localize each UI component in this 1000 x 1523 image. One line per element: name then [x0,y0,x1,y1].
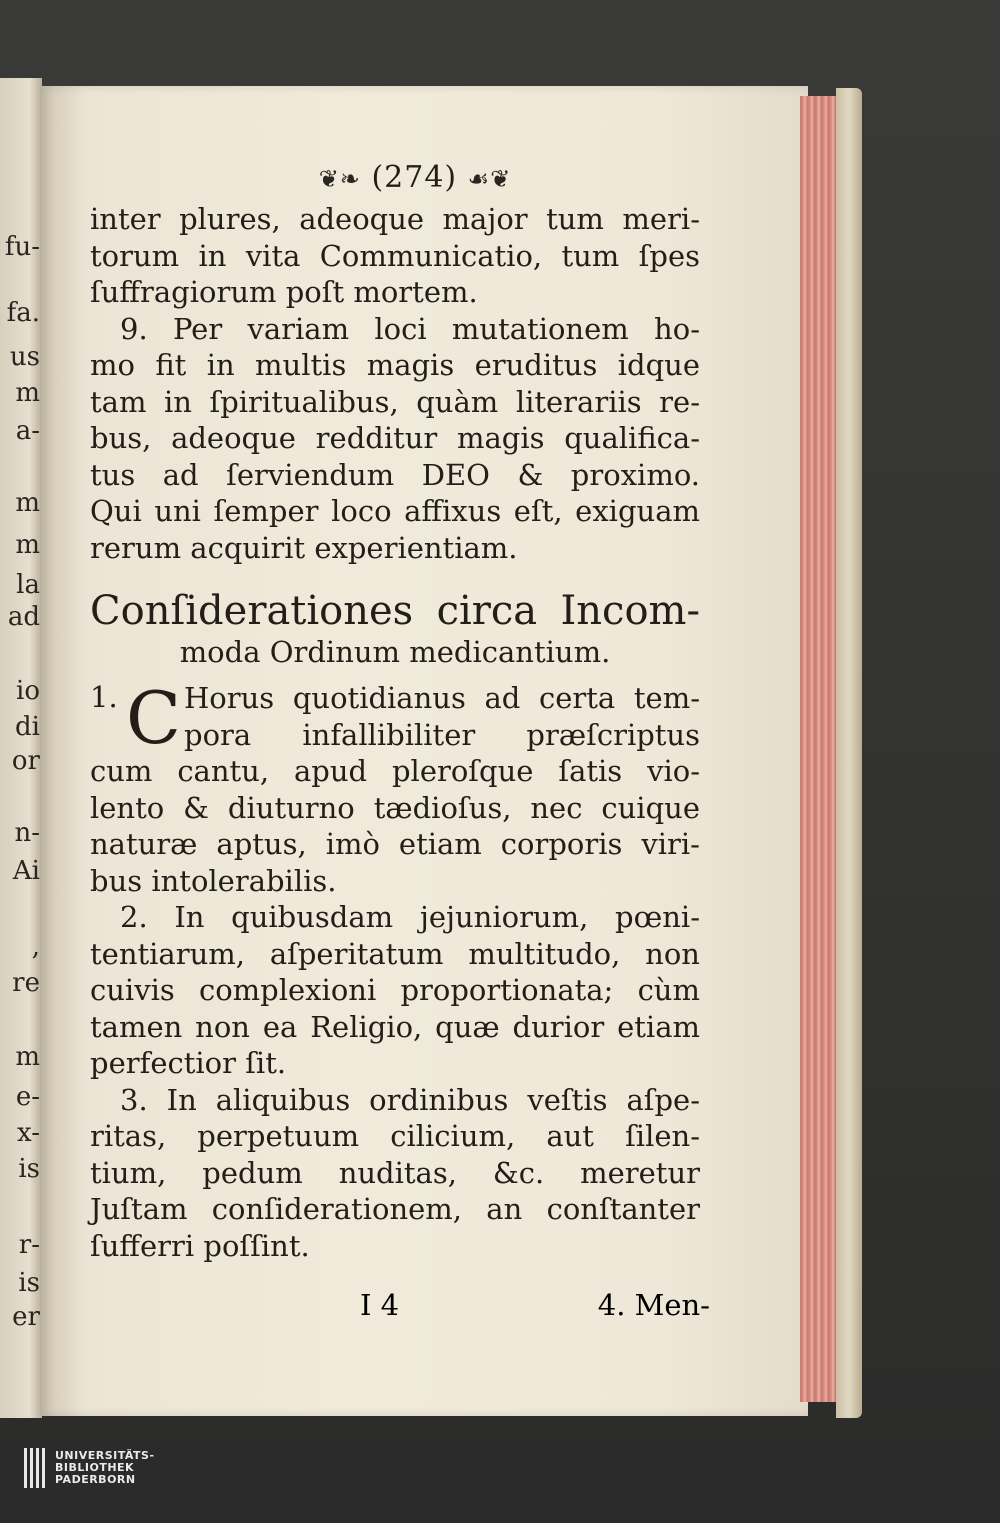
text-line: tentiarum, aſperitatum multitudo, non [90,936,700,971]
item-number: 1. [90,680,118,714]
library-logo-icon [24,1448,45,1488]
page-header [130,160,700,195]
text-line: bus, adeoque redditur magis qualifica- [90,421,700,455]
left-page-fragment: fa. [6,298,40,328]
ornament-left-icon: ❦❧ [318,165,361,193]
text-line: inter plures, adeoque major tum meri- [90,202,700,236]
left-page-fragment: Ai [12,856,40,886]
left-page-fragment: is [18,1268,40,1298]
paragraph-3 [90,1082,700,1265]
text-line: naturæ aptus, imò etiam corporis viri- [90,827,700,861]
page-footer [360,1288,710,1322]
signature-mark: I 4 [360,1288,400,1322]
text-line: 2. In quibusdam jejuniorum, pœni- [120,900,700,934]
ornament-right-icon: ☙❦ [467,165,512,193]
paragraph-intro [90,201,700,311]
text-line: lento & diuturno tædioſus, nec cuique [90,790,700,825]
page-edges [800,96,840,1402]
left-page-fragment: fu- [4,232,40,262]
left-page-strip [0,78,42,1418]
left-page-fragment: n- [14,818,40,848]
left-page-fragment: a- [15,416,40,446]
left-page-fragment: m [15,1042,40,1072]
text-line: cum cantu, apud pleroſque ſatis vio- [90,754,700,788]
text-line: Horus quotidianus ad certa tem- [184,681,700,715]
left-page-fragment: us [9,342,40,372]
left-page-fragment: , [31,932,40,962]
logo-line: BIBLIOTHEK [55,1461,135,1474]
left-page-fragment: re [12,968,40,998]
text-line: tam in ſpiritualibus, quàm literariis re- [90,384,700,419]
left-page-fragment: m [15,488,40,518]
text-line: Juſtam conſiderationem, an conſtanter [90,1192,700,1226]
text-line: tamen non ea Religio, quæ durior etiam [90,1009,700,1044]
left-page-fragment: x- [17,1118,40,1148]
text-line: 9. Per variam loci mutationem ho- [120,311,700,346]
left-page-fragment: er [12,1302,40,1332]
left-page-fragment: di [15,712,40,742]
left-page-fragment: ad [7,602,40,632]
page-text [90,160,700,1264]
page-number: (274) [371,160,458,195]
paragraph-1 [90,676,700,899]
dropcap-block [90,676,700,760]
text-line: ritas, perpetuum cilicium, aut ſilen- [90,1119,700,1153]
left-page-fragment: r- [18,1230,40,1260]
library-logo-text [55,1450,155,1486]
left-page-fragment: or [11,746,40,776]
text-line: bus intolerabilis. [90,863,337,898]
paragraph-9 [90,311,700,567]
left-page-fragment: e- [15,1082,40,1112]
text-line: perfectior ſit. [90,1046,287,1080]
left-page-fragment: io [16,676,40,706]
left-page-fragment: is [18,1154,40,1184]
paragraph-2 [90,899,700,1082]
book-cover-edge [836,88,862,1418]
text-line: tus ad ſerviendum DEO & proximo. [90,457,700,492]
logo-line: UNIVERSITÄTS- [55,1449,155,1462]
logo-line: PADERBORN [55,1473,136,1486]
text-line: rerum acquirit experientiam. [90,530,518,565]
text-line: mo fit in multis magis eruditus idque [90,348,700,382]
text-line: 3. In aliquibus ordinibus veſtis aſpe- [120,1082,700,1117]
text-line: tium, pedum nuditas, &c. meretur [90,1155,700,1190]
dropcap-lines [184,680,700,753]
drop-capital: C [126,676,182,760]
text-line: cuivis complexioni proportionata; cùm [90,973,700,1007]
library-logo [24,1448,155,1488]
section-heading: Conſiderationes circa Incom- [90,588,700,634]
left-page-fragment: la [16,570,40,600]
catchword: 4. Men- [597,1288,710,1322]
text-line: ſuffragiorum poſt mortem. [90,275,478,309]
text-line: pora infallibiliter præſcriptus [184,717,700,752]
text-line: Qui uni ſemper loco affixus eſt, exiguam [90,494,700,528]
left-page-fragment: m [15,530,40,560]
text-line: torum in vita Communicatio, tum ſpes [90,238,700,273]
text-line: ſufferri poſſint. [90,1228,310,1263]
section-subheading: moda Ordinum medicantium. [179,635,611,669]
left-page-fragment: m [15,378,40,408]
